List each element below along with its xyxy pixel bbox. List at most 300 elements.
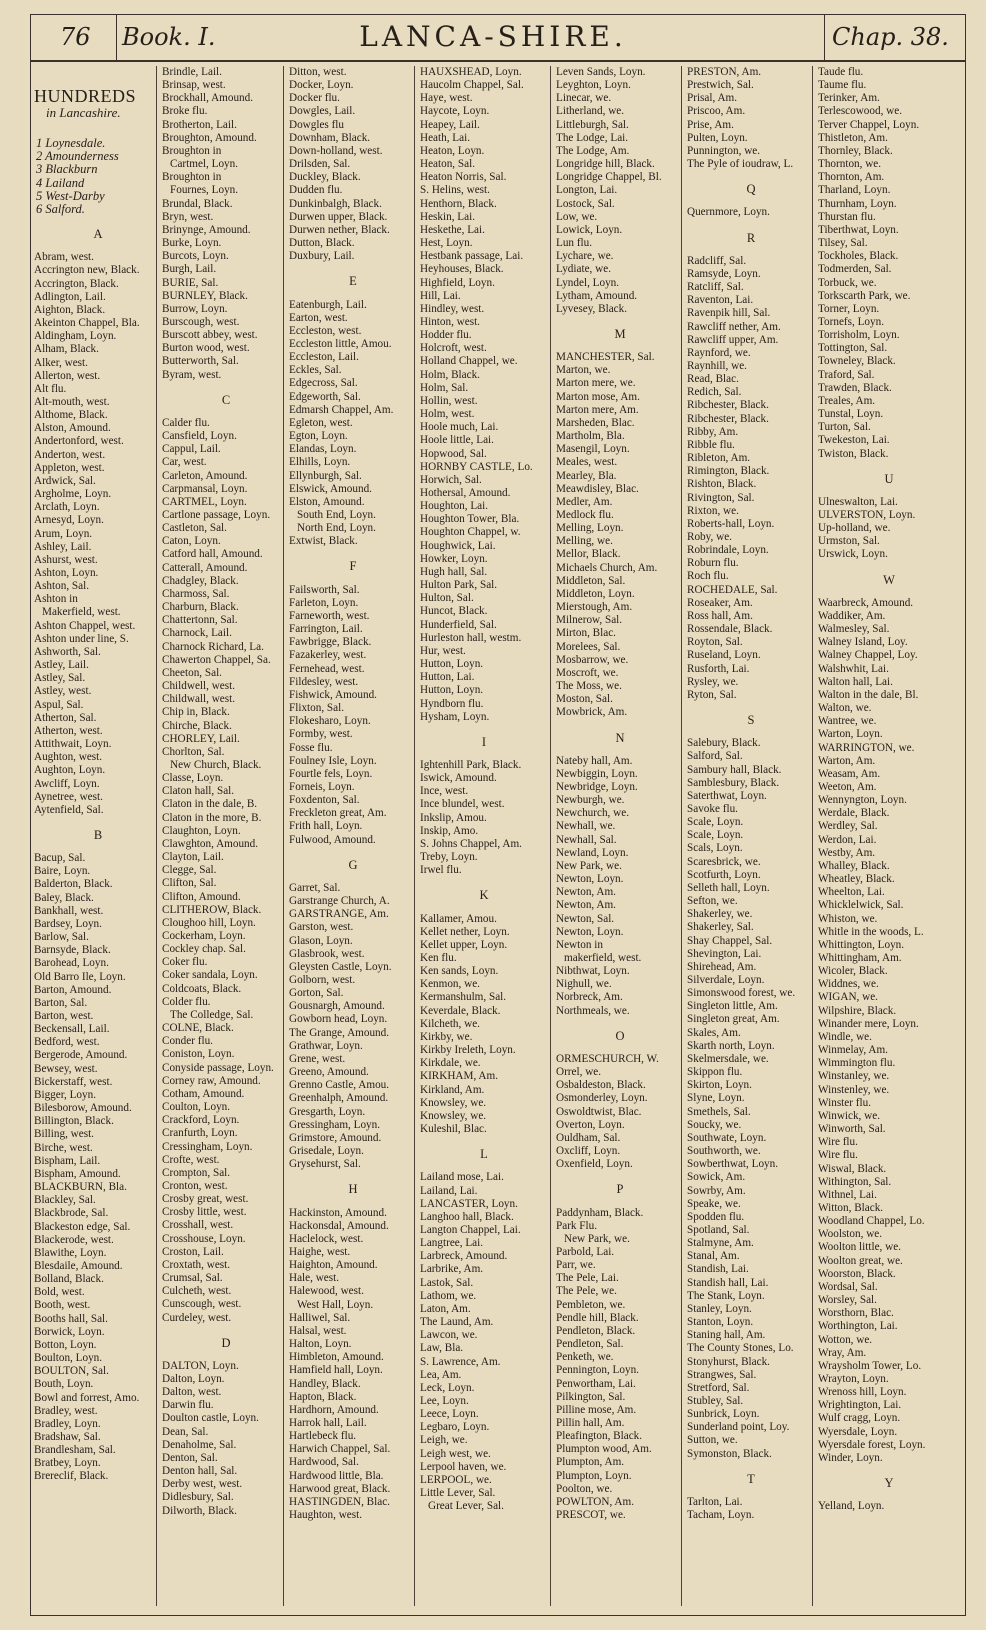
place-entry: Ightenhill Park, Black. bbox=[420, 758, 522, 771]
place-entry: Newton, Loyn. bbox=[556, 925, 624, 938]
place-entry: Eccleston, west. bbox=[289, 324, 362, 337]
place-entry: West Hall, Loyn. bbox=[297, 1298, 374, 1311]
place-entry: Freckleton great, Am. bbox=[289, 807, 387, 820]
place-entry: Elhills, Loyn. bbox=[289, 456, 351, 469]
place-entry: Shay Chappel, Sal. bbox=[687, 934, 773, 947]
place-entry: Mierstough, Am. bbox=[556, 601, 633, 614]
place-entry: Kenmon, we. bbox=[420, 978, 480, 991]
place-entry: The Pele, we. bbox=[556, 1285, 617, 1298]
place-entry: Cansfield, Loyn. bbox=[162, 430, 237, 443]
place-entry: Sambury hall, Black. bbox=[687, 763, 782, 776]
index-column-3 bbox=[289, 66, 417, 1612]
place-entry: Cartlone passage, Loyn. bbox=[162, 509, 271, 521]
place-entry: Hackinston, Amound. bbox=[289, 1206, 387, 1219]
letter-heading: D bbox=[221, 1335, 231, 1350]
place-entry: Sutton, we. bbox=[687, 1434, 738, 1447]
letter-heading: B bbox=[93, 827, 103, 842]
place-entry: Castleton, Sal. bbox=[162, 522, 227, 535]
place-entry: Clifton, Sal. bbox=[162, 877, 217, 890]
place-entry: Dunkinbalgh, Black. bbox=[289, 197, 382, 210]
place-entry: Farleton, Loyn. bbox=[289, 596, 359, 609]
place-entry: Ouldham, Sal. bbox=[556, 1131, 621, 1144]
place-entry: Winster flu. bbox=[818, 1096, 871, 1109]
letter-heading: H bbox=[348, 1182, 358, 1197]
place-entry: Bigger, Loyn. bbox=[34, 1088, 97, 1101]
place-entry: Whiston, we. bbox=[818, 912, 878, 925]
place-entry: Highfield, Loyn. bbox=[420, 276, 495, 289]
place-entry: Halsal, west. bbox=[289, 1324, 347, 1337]
place-entry: Arnesyd, Loyn. bbox=[34, 514, 104, 527]
place-entry: Farrington, Lail. bbox=[289, 623, 363, 636]
place-entry: Hunderfield, Sal. bbox=[420, 618, 497, 631]
place-entry: Walney Chappel, Loy. bbox=[818, 649, 918, 662]
place-entry: Alt-mouth, west. bbox=[34, 395, 110, 408]
place-entry: Lychare, we. bbox=[556, 250, 614, 263]
place-entry: Spodden flu. bbox=[687, 1210, 745, 1223]
place-entry: Ribble flu. bbox=[687, 438, 735, 451]
place-entry: Grenno Castle, Amou. bbox=[289, 1079, 390, 1092]
place-entry: Bardsey, Loyn. bbox=[34, 917, 102, 930]
place-entry: Heaton Norris, Sal. bbox=[420, 171, 507, 184]
place-entry: WARRINGTON, we. bbox=[818, 741, 915, 754]
place-entry: Car, west. bbox=[162, 456, 207, 469]
place-entry: Hill, Lai. bbox=[420, 289, 461, 302]
place-entry: Chorlton, Sal. bbox=[162, 745, 225, 758]
place-entry: Larbreck, Amound. bbox=[420, 1250, 508, 1263]
place-entry: Winstanley, we. bbox=[818, 1070, 890, 1083]
place-entry: Abram, west. bbox=[34, 251, 94, 264]
place-entry: Hardwood little, Bla. bbox=[289, 1469, 384, 1482]
place-entry: Leck, Loyn. bbox=[420, 1381, 475, 1394]
place-entry: Ashton, Sal. bbox=[34, 580, 90, 593]
place-entry: The Stank, Loyn. bbox=[687, 1289, 765, 1302]
place-entry: The Pele, Lai. bbox=[556, 1272, 619, 1285]
place-entry: Crompton, Sal. bbox=[162, 1166, 231, 1179]
place-entry: Aughton, Loyn. bbox=[34, 764, 106, 777]
hundred-item: 5 West-Darby bbox=[36, 188, 105, 203]
place-entry: Dowgles flu bbox=[289, 118, 344, 131]
place-entry: Urmston, Sal. bbox=[818, 535, 880, 548]
place-entry: Skirton, Loyn. bbox=[687, 1079, 752, 1092]
place-entry: Shevington, Lai. bbox=[687, 947, 762, 960]
place-entry: Birche, west. bbox=[34, 1141, 93, 1154]
place-entry: Mirton, Blac. bbox=[556, 627, 616, 640]
place-entry: Butterworth, Sal. bbox=[162, 355, 239, 368]
place-entry: Lerpool haven, we. bbox=[420, 1460, 507, 1473]
place-entry: DALTON, Loyn. bbox=[162, 1359, 239, 1372]
place-entry: Warton, Am. bbox=[818, 754, 876, 767]
place-entry: Chawerton Chappel, Sa. bbox=[162, 653, 271, 666]
place-entry: Hopwood, Sal. bbox=[420, 447, 487, 460]
place-entry: Newburgh, we. bbox=[556, 794, 625, 807]
place-entry: Staning hall, Am. bbox=[687, 1329, 766, 1342]
place-entry: Radcliff, Sal. bbox=[687, 254, 747, 267]
place-entry: Durwen upper, Black. bbox=[289, 210, 388, 223]
page-number: 76 bbox=[60, 23, 91, 51]
place-entry: Inskip, Amo. bbox=[420, 824, 479, 837]
place-entry: Catterall, Amound. bbox=[162, 561, 248, 574]
place-entry: Woodland Chappel, Lo. bbox=[818, 1215, 925, 1228]
place-entry: Melling, we. bbox=[556, 535, 613, 548]
place-entry: Skales, Am. bbox=[687, 1026, 741, 1039]
place-entry: Shakerley, Sal. bbox=[687, 921, 754, 934]
place-entry: Torbuck, we. bbox=[818, 276, 877, 289]
place-entry: Walney Island, Loy. bbox=[818, 636, 908, 649]
place-entry: Turton, Sal. bbox=[818, 421, 871, 434]
place-entry: Weeton, Am. bbox=[818, 780, 877, 793]
place-entry: Hulton, Sal. bbox=[420, 592, 474, 605]
place-entry: Attithwait, Loyn. bbox=[34, 738, 112, 751]
place-entry: Fernehead, west. bbox=[289, 662, 365, 675]
place-entry: Blackbrode, Sal. bbox=[34, 1207, 109, 1220]
place-entry: HORNBY CASTLE, Lo. bbox=[420, 460, 533, 473]
place-entry: Waddiker, Am. bbox=[818, 609, 886, 622]
place-entry: The Moss, we. bbox=[556, 680, 622, 693]
place-entry: S. Lawrence, Am. bbox=[420, 1355, 501, 1368]
place-entry: Wordsal, Sal. bbox=[818, 1280, 878, 1293]
place-entry: Stalmyne, Am. bbox=[687, 1237, 754, 1250]
hundred-item: 4 Lailand bbox=[36, 175, 85, 190]
place-entry: Standish hall, Lai. bbox=[687, 1276, 769, 1289]
place-entry: Greenhalph, Amound. bbox=[289, 1092, 389, 1105]
place-entry: Newland, Loyn. bbox=[556, 846, 629, 859]
place-entry: Skelmersdale, we. bbox=[687, 1052, 769, 1065]
place-entry: Stubley, Sal. bbox=[687, 1395, 744, 1407]
place-entry: CARTMEL, Loyn. bbox=[162, 495, 247, 508]
place-entry: Kirkby Ireleth, Loyn. bbox=[420, 1044, 516, 1057]
place-entry: Terver Chappel, Loyn. bbox=[818, 118, 920, 131]
place-entry: South End, Loyn. bbox=[297, 509, 376, 521]
place-entry: Ramsyde, Loyn. bbox=[687, 267, 761, 280]
place-entry: Docker, Loyn. bbox=[289, 79, 354, 92]
place-entry: Horwich, Sal. bbox=[420, 473, 482, 486]
letter-heading: O bbox=[615, 1028, 625, 1043]
place-entry: Irwel flu. bbox=[420, 864, 462, 877]
place-entry: Bispham, Lail. bbox=[34, 1154, 101, 1167]
place-entry: Conyside passage, Loyn. bbox=[162, 1061, 274, 1074]
place-entry: Broughton in bbox=[162, 171, 222, 184]
letter-heading: I bbox=[481, 734, 487, 749]
place-entry: Downham, Black. bbox=[289, 131, 371, 144]
place-entry: Ulneswalton, Lai. bbox=[818, 495, 898, 508]
place-entry: Clifton, Amound. bbox=[162, 890, 241, 903]
place-entry: Wrightington, Lai. bbox=[818, 1399, 902, 1412]
place-entry: Norbreck, Am. bbox=[556, 991, 623, 1004]
place-entry: Little Lever, Sal. bbox=[420, 1487, 496, 1500]
place-entry: Allerton, west. bbox=[34, 369, 101, 382]
place-entry: Rimington, Black. bbox=[687, 465, 770, 478]
place-entry: Fawbrigge, Black. bbox=[289, 636, 372, 649]
place-entry: Longton, Lai. bbox=[556, 184, 618, 197]
place-entry: Thurnham, Loyn. bbox=[818, 197, 897, 210]
place-entry: Symonston, Black. bbox=[687, 1447, 772, 1460]
place-entry: Childwell, west. bbox=[162, 680, 236, 693]
header-divider bbox=[824, 14, 825, 60]
place-entry: Penketh, we. bbox=[556, 1351, 614, 1364]
place-entry: Burcots, Loyn. bbox=[162, 250, 229, 263]
place-entry: Barton, Amound. bbox=[34, 983, 112, 996]
place-entry: GARSTRANGE, Am. bbox=[289, 908, 389, 921]
place-entry: Astley, Sal. bbox=[34, 672, 86, 685]
place-entry: Fildesley, west. bbox=[289, 675, 359, 688]
place-entry: Arclath, Loyn. bbox=[34, 501, 100, 514]
place-entry: Torrisholm, Loyn. bbox=[818, 329, 900, 342]
book-label: Book. I. bbox=[122, 23, 216, 51]
place-entry: Burke, Loyn. bbox=[162, 237, 222, 250]
column-rule bbox=[414, 66, 415, 1606]
place-entry: Ashurst, west. bbox=[34, 553, 98, 566]
place-entry: Roberts-hall, Loyn. bbox=[687, 517, 775, 530]
place-entry: Winwick, we. bbox=[818, 1109, 880, 1122]
place-entry: Parbold, Lai. bbox=[556, 1245, 615, 1258]
place-entry: Prise, Am. bbox=[687, 118, 734, 131]
place-entry: Hyndborn flu. bbox=[420, 697, 484, 710]
place-entry: Pilline mose, Am. bbox=[556, 1403, 637, 1416]
place-entry: Walton in the dale, Bl. bbox=[818, 688, 919, 701]
place-entry: Henthorn, Black. bbox=[420, 197, 497, 210]
place-entry: Newbridge, Loyn. bbox=[556, 780, 638, 793]
place-entry: POWLTON, Am. bbox=[556, 1495, 635, 1508]
place-entry: Windle, we. bbox=[818, 1030, 872, 1043]
place-entry: Southwate, Loyn. bbox=[687, 1131, 767, 1144]
place-entry: Childwall, west. bbox=[162, 693, 236, 706]
place-entry: North End, Loyn. bbox=[297, 522, 376, 535]
place-entry: Atherton, west. bbox=[34, 724, 103, 737]
place-entry: Didlesbury, Sal. bbox=[162, 1491, 234, 1504]
place-entry: Torner, Loyn. bbox=[818, 302, 880, 315]
place-entry: Plumpton wood, Am. bbox=[556, 1443, 652, 1456]
place-entry: BOULTON, Sal. bbox=[34, 1365, 109, 1378]
place-entry: Waarbreck, Amound. bbox=[818, 596, 914, 609]
place-entry: Wennyngton, Loyn. bbox=[818, 794, 907, 807]
place-entry: Eccleston little, Amou. bbox=[289, 337, 392, 350]
place-entry: Walmesley, Sal. bbox=[818, 623, 890, 636]
place-entry: Greeno, Amound. bbox=[289, 1066, 369, 1079]
place-entry: Priscoo, Am. bbox=[687, 105, 746, 118]
place-entry: Claton in the more, B. bbox=[162, 811, 262, 824]
place-entry: Culcheth, west. bbox=[162, 1285, 232, 1298]
place-entry: Denton, Sal. bbox=[162, 1451, 218, 1464]
place-entry: Hulton Park, Sal. bbox=[420, 579, 498, 592]
place-entry: Thornley, Black. bbox=[818, 144, 893, 157]
place-entry: Astley, west. bbox=[34, 685, 92, 698]
place-entry: Tockholes, Black. bbox=[818, 250, 899, 263]
place-entry: Whitle in the woods, L. bbox=[818, 925, 924, 938]
place-entry: Worsthorn, Blac. bbox=[818, 1307, 894, 1320]
place-entry: Slyne, Loyn. bbox=[687, 1092, 745, 1105]
place-entry: Tottington, Sal. bbox=[818, 342, 888, 355]
place-entry: Botton, Loyn. bbox=[34, 1338, 97, 1351]
place-entry: Marton, we. bbox=[556, 364, 611, 377]
place-entry: Langton Chappel, Lai. bbox=[420, 1223, 521, 1236]
place-entry: Pembleton, we. bbox=[556, 1298, 626, 1311]
place-entry: Andertonford, west. bbox=[34, 435, 124, 448]
place-entry: Oxenfield, Loyn. bbox=[556, 1158, 633, 1171]
place-entry: Walton hall, Lai. bbox=[818, 675, 893, 688]
place-entry: Tunstal, Loyn. bbox=[818, 408, 884, 421]
place-entry: Stanley, Loyn. bbox=[687, 1302, 752, 1315]
place-entry: Bryn, west. bbox=[162, 210, 214, 223]
place-entry: Glasbrook, west. bbox=[289, 947, 365, 960]
place-entry: Ken flu. bbox=[420, 952, 457, 964]
place-entry: Cloughoo hill, Loyn. bbox=[162, 916, 256, 929]
place-entry: Holcroft, west. bbox=[420, 342, 487, 355]
place-entry: Rossendale, Black. bbox=[687, 623, 773, 636]
place-entry: Cockerham, Loyn. bbox=[162, 930, 246, 942]
place-entry: Arum, Loyn. bbox=[34, 527, 93, 540]
place-entry: Chip in, Black. bbox=[162, 706, 230, 719]
place-entry: Lailand mose, Lai. bbox=[420, 1171, 504, 1184]
place-entry: Wicoler, Black. bbox=[818, 965, 888, 978]
place-entry: Borwick, Loyn. bbox=[34, 1325, 105, 1338]
place-entry: Heskin, Lai. bbox=[420, 210, 475, 223]
place-entry: Crosshouse, Loyn. bbox=[162, 1232, 246, 1245]
place-entry: Saterthwat, Loyn. bbox=[687, 789, 767, 802]
letter-heading: R bbox=[746, 230, 756, 245]
place-entry: Widdnes, we. bbox=[818, 978, 879, 991]
place-entry: Sowrby, Am. bbox=[687, 1184, 746, 1197]
place-entry: Royton, Sal. bbox=[687, 636, 743, 649]
place-entry: Tilsey, Sal. bbox=[818, 237, 868, 250]
letter-heading: P bbox=[616, 1182, 624, 1197]
place-entry: Inkslip, Amou. bbox=[420, 811, 487, 824]
place-entry: Raynhill, we. bbox=[687, 359, 747, 372]
place-entry: Osmonderley, Loyn. bbox=[556, 1092, 648, 1105]
place-entry: Cappul, Lail. bbox=[162, 443, 221, 456]
place-entry: Litherland, we. bbox=[556, 105, 625, 118]
place-entry: makerfield, west. bbox=[564, 952, 642, 964]
place-entry: Newhall, Sal. bbox=[556, 833, 617, 846]
place-entry: Dowgles, Lail. bbox=[289, 105, 356, 118]
place-entry: Woolston, we. bbox=[818, 1228, 883, 1241]
place-entry: Gorton, Sal. bbox=[289, 987, 344, 1000]
place-entry: Wheatley, Black. bbox=[818, 873, 895, 886]
place-entry: Bradley, Loyn. bbox=[34, 1417, 101, 1430]
place-entry: Billing, west. bbox=[34, 1128, 94, 1141]
place-entry: Cressingham, Loyn. bbox=[162, 1140, 253, 1153]
place-entry: Ashton under line, S. bbox=[34, 632, 129, 645]
place-entry: Booths hall, Sal. bbox=[34, 1312, 108, 1325]
place-entry: Woolton little, we. bbox=[818, 1241, 901, 1254]
place-entry: Chirche, Black. bbox=[162, 719, 232, 732]
place-entry: Trawden, Black. bbox=[818, 381, 892, 394]
place-entry: Gleysten Castle, Loyn. bbox=[289, 960, 392, 973]
place-entry: Terlescowood, we. bbox=[818, 105, 903, 118]
place-entry: Down-holland, west. bbox=[289, 144, 383, 157]
place-entry: Leece, Loyn. bbox=[420, 1408, 479, 1421]
place-entry: Hest, Loyn. bbox=[420, 237, 473, 250]
place-entry: Middleton, Sal. bbox=[556, 574, 626, 587]
hundreds-title: HUNDREDS bbox=[34, 86, 137, 106]
place-entry: Beckensall, Lail. bbox=[34, 1023, 110, 1036]
place-entry: Charnock Richard, La. bbox=[162, 640, 264, 653]
place-entry: Billington, Black. bbox=[34, 1115, 114, 1128]
place-entry: Singleton great, Am. bbox=[687, 1013, 780, 1026]
place-entry: Moston, Sal. bbox=[556, 693, 613, 706]
place-entry: Bispham, Amound. bbox=[34, 1167, 121, 1180]
place-entry: Atherton, Sal. bbox=[34, 711, 97, 724]
place-entry: Linecar, we. bbox=[556, 92, 612, 105]
letter-heading: S bbox=[747, 713, 755, 728]
place-entry: Lathom, we. bbox=[420, 1289, 477, 1302]
column-rule bbox=[283, 66, 284, 1606]
place-entry: Thistleton, Am. bbox=[818, 131, 888, 144]
place-entry: Low, we. bbox=[556, 210, 598, 223]
place-entry: Langtree, Lai. bbox=[420, 1237, 484, 1250]
place-entry: Littleburgh, Sal. bbox=[556, 118, 629, 131]
place-entry: Dalton, Loyn. bbox=[162, 1373, 225, 1385]
place-entry: Hindley, west. bbox=[420, 302, 485, 315]
place-entry: Rishton, Black. bbox=[687, 478, 757, 491]
place-entry: New Park, we. bbox=[564, 1232, 630, 1245]
place-entry: Robrindale, Loyn. bbox=[687, 544, 769, 557]
place-entry: Hardhorn, Amound. bbox=[289, 1403, 379, 1416]
place-entry: Lea, Am. bbox=[420, 1368, 462, 1381]
place-entry: Barton, west. bbox=[34, 1010, 94, 1022]
place-entry: Haye, west. bbox=[420, 92, 473, 105]
place-entry: Brockhall, Amound. bbox=[162, 92, 254, 105]
place-entry: Roch flu. bbox=[687, 570, 729, 583]
place-entry: Plumpton, Am. bbox=[556, 1456, 625, 1469]
place-entry: Chattertonn, Sal. bbox=[162, 614, 238, 627]
place-entry: Crofte, west. bbox=[162, 1153, 220, 1166]
place-entry: Claton in the dale, B. bbox=[162, 798, 258, 811]
place-entry: Oswoldtwist, Blac. bbox=[556, 1105, 642, 1118]
place-entry: Dean, Sal. bbox=[162, 1425, 209, 1438]
place-entry: Hackonsdal, Amound. bbox=[289, 1219, 389, 1232]
place-entry: Wulf cragg, Loyn. bbox=[818, 1412, 901, 1425]
place-entry: Byram, west. bbox=[162, 368, 222, 381]
place-entry: Harwood great, Black. bbox=[289, 1482, 391, 1495]
place-entry: Ribleton, Am. bbox=[687, 452, 751, 465]
place-entry: Alker, west. bbox=[34, 356, 88, 369]
place-entry: Crosby great, west. bbox=[162, 1193, 249, 1206]
place-entry: Holm, Black. bbox=[420, 368, 480, 381]
place-entry: Soucky, we. bbox=[687, 1118, 742, 1131]
place-entry: KIRKHAM, Am. bbox=[420, 1070, 499, 1083]
place-entry: Tacham, Loyn. bbox=[687, 1509, 755, 1522]
place-entry: Wheelton, Lai. bbox=[818, 886, 885, 899]
place-entry: Glason, Loyn. bbox=[289, 934, 353, 947]
place-entry: Middleton, Loyn. bbox=[556, 587, 635, 600]
place-entry: Witton, Black. bbox=[818, 1201, 884, 1214]
place-entry: Melling, Loyn. bbox=[556, 522, 624, 535]
place-entry: Nibthwat, Loyn. bbox=[556, 965, 630, 978]
column-4-entries bbox=[420, 66, 548, 1513]
place-entry: PRESTON, Am. bbox=[687, 66, 762, 78]
place-entry: Newbiggin, Loyn. bbox=[556, 767, 638, 780]
place-entry: Blackeston edge, Sal. bbox=[34, 1220, 131, 1233]
place-entry: Hutton, Lai. bbox=[420, 671, 475, 684]
place-entry: Catford hall, Amound. bbox=[162, 548, 263, 561]
place-entry: Coker sandala, Loyn. bbox=[162, 969, 258, 982]
place-entry: Osbaldeston, Black. bbox=[556, 1079, 646, 1092]
place-entry: Kermanshulm, Sal. bbox=[420, 991, 507, 1004]
place-entry: Pilkington, Sal. bbox=[556, 1390, 626, 1403]
place-entry: Barohead, Loyn. bbox=[34, 957, 109, 970]
column-rule bbox=[156, 66, 157, 1606]
place-entry: Silverdale, Loyn. bbox=[687, 974, 765, 986]
place-entry: Twiston, Black. bbox=[818, 447, 889, 460]
place-entry: Treales, Am. bbox=[818, 394, 876, 407]
place-entry: Speake, we. bbox=[687, 1197, 741, 1210]
place-entry: Laton, Am. bbox=[420, 1302, 471, 1315]
letter-heading: T bbox=[747, 1471, 755, 1486]
place-entry: Heapey, Lail. bbox=[420, 118, 480, 131]
place-entry: Newhall, we. bbox=[556, 820, 616, 833]
index-column-2 bbox=[162, 66, 290, 1612]
place-entry: Ardwick, Sal. bbox=[34, 474, 96, 487]
